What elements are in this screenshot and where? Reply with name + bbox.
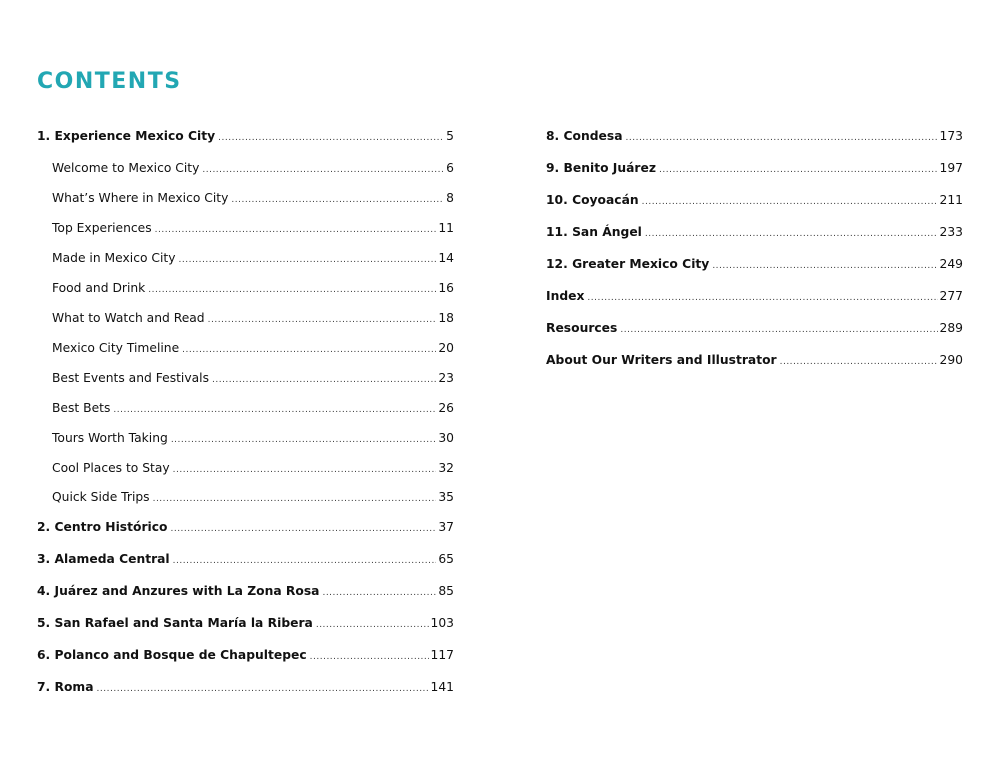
toc-entry-made-in[interactable]: [52, 249, 454, 267]
toc-entry-page: 249: [939, 257, 963, 271]
dot-leader: [645, 230, 938, 239]
dot-leader: [322, 589, 436, 598]
toc-entry-page: 289: [939, 321, 963, 335]
toc-entry-top-experiences[interactable]: [52, 219, 454, 237]
toc-entry-label: What’s Where in Mexico City: [52, 191, 229, 205]
dot-leader: [218, 134, 444, 143]
toc-entry-label: 2. Centro Histórico: [37, 520, 168, 534]
dot-leader: [97, 685, 429, 694]
dot-leader: [113, 406, 436, 415]
toc-entry-chapter-1[interactable]: [37, 127, 454, 145]
toc-entry-page: 35: [438, 490, 454, 504]
toc-entry-tours[interactable]: [52, 429, 454, 447]
toc-entry-label: Food and Drink: [52, 281, 146, 295]
toc-entry-page: 20: [438, 341, 454, 355]
toc-entry-watch-and-read[interactable]: [52, 309, 454, 327]
dot-leader: [659, 166, 938, 175]
toc-entry-page: 18: [438, 311, 454, 325]
toc-entry-label: About Our Writers and Illustrator: [546, 353, 777, 367]
toc-entry-events[interactable]: [52, 369, 454, 387]
toc-entry-label: Made in Mexico City: [52, 251, 176, 265]
dot-leader: [780, 358, 938, 367]
toc-entry-label: 4. Juárez and Anzures with La Zona Rosa: [37, 584, 320, 598]
toc-entry-label: Index: [546, 289, 585, 303]
dot-leader: [212, 376, 436, 385]
dot-leader: [626, 134, 938, 143]
toc-entry-resources[interactable]: [546, 319, 963, 337]
dot-leader: [712, 262, 937, 271]
toc-entry-label: 10. Coyoacán: [546, 193, 639, 207]
toc-entry-label: 9. Benito Juárez: [546, 161, 656, 175]
toc-entry-side-trips[interactable]: [52, 488, 454, 506]
toc-entry-label: 5. San Rafael and Santa María la Ribera: [37, 616, 313, 630]
toc-entry-chapter-8[interactable]: [546, 127, 963, 145]
toc-entry-page: 26: [438, 401, 454, 415]
toc-entry-label: Best Bets: [52, 401, 111, 415]
toc-entry-chapter-9[interactable]: [546, 159, 963, 177]
toc-entry-page: 141: [430, 680, 454, 694]
toc-entry-page: 211: [939, 193, 963, 207]
dot-leader: [153, 495, 437, 504]
toc-entry-page: 65: [438, 552, 454, 566]
toc-entry-best-bets[interactable]: [52, 399, 454, 417]
toc-entry-chapter-10[interactable]: [546, 191, 963, 209]
toc-entry-page: 16: [438, 281, 454, 295]
dot-leader: [310, 653, 429, 662]
toc-entry-label: Cool Places to Stay: [52, 461, 170, 475]
toc-entry-page: 117: [430, 648, 454, 662]
toc-entry-places-to-stay[interactable]: [52, 459, 454, 477]
toc-entry-page: 37: [438, 520, 454, 534]
toc-entry-label: 12. Greater Mexico City: [546, 257, 710, 271]
toc-entry-label: Welcome to Mexico City: [52, 161, 200, 175]
toc-entry-food-and-drink[interactable]: [52, 279, 454, 297]
toc-entry-page: 11: [438, 221, 454, 235]
dot-leader: [208, 316, 437, 325]
dot-leader: [171, 436, 437, 445]
toc-entry-page: 197: [939, 161, 963, 175]
toc-entry-label: Top Experiences: [52, 221, 152, 235]
toc-entry-label: 6. Polanco and Bosque de Chapultepec: [37, 648, 307, 662]
toc-entry-label: 11. San Ángel: [546, 225, 642, 239]
toc-entry-label: Tours Worth Taking: [52, 431, 168, 445]
toc-entry-chapter-3[interactable]: [37, 550, 454, 568]
dot-leader: [182, 346, 436, 355]
dot-leader: [202, 166, 444, 175]
page-title: CONTENTS: [37, 69, 182, 94]
dot-leader: [173, 466, 437, 475]
toc-entry-page: 23: [438, 371, 454, 385]
toc-entry-label: 1. Experience Mexico City: [37, 129, 216, 143]
toc-entry-page: 6: [446, 161, 454, 175]
toc-entry-chapter-4[interactable]: [37, 582, 454, 600]
toc-entry-label: 8. Condesa: [546, 129, 623, 143]
toc-entry-page: 5: [446, 129, 454, 143]
toc-entry-page: 85: [438, 584, 454, 598]
toc-entry-page: 8: [446, 191, 454, 205]
dot-leader: [620, 326, 937, 335]
dot-leader: [148, 286, 436, 295]
toc-entry-chapter-11[interactable]: [546, 223, 963, 241]
toc-entry-page: 290: [939, 353, 963, 367]
toc-entry-page: 14: [438, 251, 454, 265]
dot-leader: [155, 226, 437, 235]
dot-leader: [173, 557, 437, 566]
toc-entry-timeline[interactable]: [52, 339, 454, 357]
toc-entry-label: Resources: [546, 321, 618, 335]
toc-entry-about-writers[interactable]: [546, 351, 963, 369]
toc-entry-whats-where[interactable]: [52, 189, 454, 207]
toc-entry-welcome[interactable]: [52, 159, 454, 177]
toc-entry-label: 7. Roma: [37, 680, 94, 694]
dot-leader: [231, 196, 444, 205]
toc-entry-index[interactable]: [546, 287, 963, 305]
dot-leader: [642, 198, 938, 207]
dot-leader: [170, 525, 436, 534]
toc-entry-chapter-6[interactable]: [37, 646, 454, 664]
toc-entry-label: 3. Alameda Central: [37, 552, 170, 566]
dot-leader: [316, 621, 429, 630]
toc-entry-chapter-12[interactable]: [546, 255, 963, 273]
toc-entry-label: Best Events and Festivals: [52, 371, 209, 385]
toc-entry-page: 103: [430, 616, 454, 630]
toc-entry-page: 30: [438, 431, 454, 445]
toc-entry-label: What to Watch and Read: [52, 311, 205, 325]
toc-entry-page: 32: [438, 461, 454, 475]
toc-entry-page: 277: [939, 289, 963, 303]
toc-entry-page: 233: [939, 225, 963, 239]
toc-entry-page: 173: [939, 129, 963, 143]
toc-entry-label: Mexico City Timeline: [52, 341, 180, 355]
toc-entry-label: Quick Side Trips: [52, 490, 150, 504]
toc-entry-chapter-7[interactable]: [37, 678, 454, 696]
dot-leader: [179, 256, 437, 265]
dot-leader: [587, 294, 937, 303]
toc-entry-chapter-5[interactable]: [37, 614, 454, 632]
toc-entry-chapter-2[interactable]: [37, 518, 454, 536]
